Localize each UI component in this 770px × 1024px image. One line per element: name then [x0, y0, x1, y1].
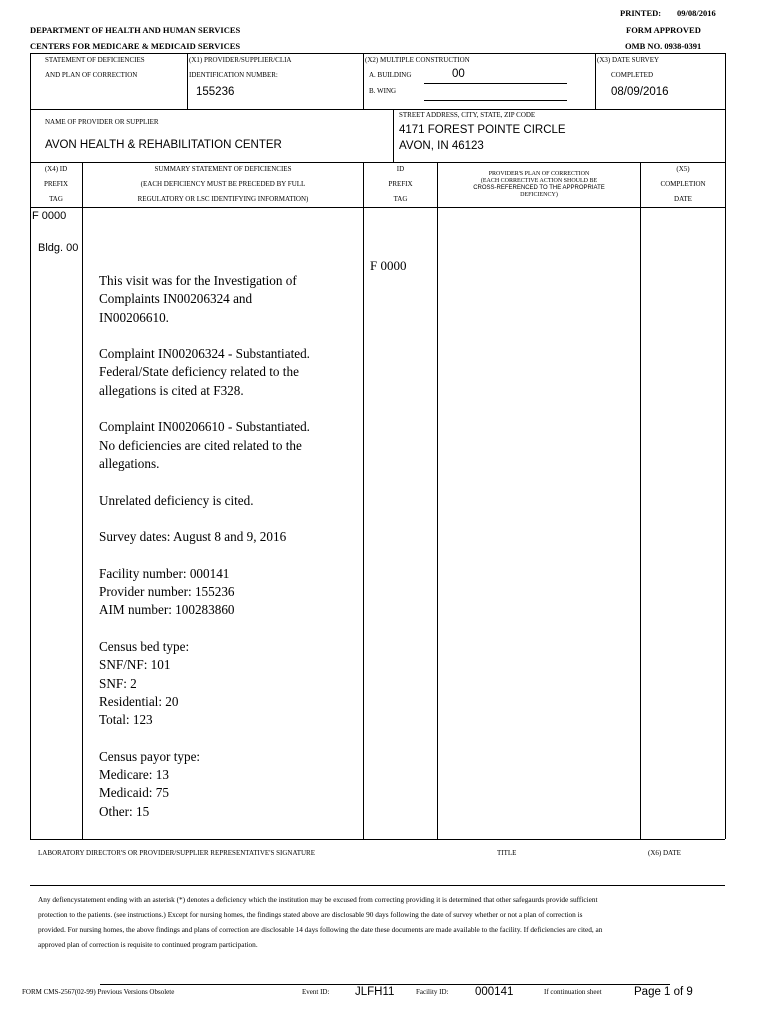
x2-label: (X2) MULTIPLE CONSTRUCTION [365, 56, 470, 64]
x1-label-2: IDENTIFICATION NUMBER: [189, 71, 278, 79]
plan-header-4: DEFICIENCY) [520, 192, 558, 198]
address-line-1: 4171 FOREST POINTE CIRCLE [399, 124, 566, 136]
omb-number: OMB NO. 0938-0391 [625, 41, 702, 51]
address-line-2: AVON, IN 46123 [399, 140, 484, 152]
summary-header-1: SUMMARY STATEMENT OF DEFICIENCIES [154, 165, 292, 173]
statement-label-2: AND PLAN OF CORRECTION [45, 71, 138, 79]
building-tag: Bldg. 00 [38, 242, 79, 254]
wing-label: B. WING [369, 87, 397, 95]
building-label: A. BUILDING [369, 71, 412, 79]
x4-header-1: (X4) ID [44, 165, 68, 173]
plan-header-1: PROVIDER'S PLAN OF CORRECTION [488, 171, 590, 177]
x4-header-3: TAG [49, 195, 63, 203]
continuation-label: If continuation sheet [544, 988, 602, 996]
department-title: DEPARTMENT OF HEALTH AND HUMAN SERVICES [30, 25, 241, 35]
summary-statement [99, 272, 361, 839]
building-value: 00 [452, 68, 465, 80]
statement-label-1: STATEMENT OF DEFICIENCIES [45, 56, 145, 64]
x5-header-2: COMPLETION [660, 180, 706, 188]
paragraph-complaint-2: Complaint IN00206610 - Substantiated. No deficiencies are cited related to the allegations. [99, 419, 310, 471]
facility-id-label: Facility ID: [416, 988, 449, 996]
x3-label-1: (X3) DATE SURVEY [597, 56, 660, 64]
plan-header-2: (EACH CORRECTIVE ACTION SHOULD BE [480, 178, 598, 184]
paragraph-investigation: This visit was for the Investigation of Complaints IN00206324 and IN00206610. [99, 273, 297, 325]
form-number: FORM CMS-2567(02-99) Previous Versions Obsolete [22, 988, 175, 996]
provider-name-label: NAME OF PROVIDER OR SUPPLIER [45, 118, 159, 126]
x5-header-1: (X5) [676, 165, 690, 173]
paragraph-census-bed: Census bed type: SNF/NF: 101 SNF: 2 Residential: 20 Total: 123 [99, 638, 190, 728]
disclosure-notice: Any defiencystatement ending with an asterisk (*) denotes a deficiency which the institution may be excused from correcting providing it is determined that other safegaurds provide sufficient protection to the patients. (see instructions.) Except for nursing homes, the findings stated above are disclosable 90 days following the date of survey whether or not a plan of correction is provided. For nursing homes, the above findings and plans of correction are disclosable 14 days following the date these documents are made available to the facility. If deficiencies are cited, an approved plan of correction is requisite to continued program participation. [38, 895, 603, 949]
printed-date: 09/08/2016 [677, 8, 716, 18]
printed-label: PRINTED: [620, 8, 662, 18]
page-number: Page 1 of 9 [634, 986, 693, 998]
date-label: (X6) DATE [648, 849, 681, 857]
event-id-label: Event ID: [302, 988, 330, 996]
summary-header-3: REGULATORY OR LSC IDENTIFYING INFORMATION) [137, 195, 309, 203]
title-label: TITLE [497, 849, 517, 857]
provider-name: AVON HEALTH & REHABILITATION CENTER [45, 139, 282, 151]
paragraph-numbers: Facility number: 000141 Provider number: 155236 AIM number: 100283860 [99, 565, 235, 618]
left-tag: F 0000 [32, 210, 67, 222]
address-label: STREET ADDRESS, CITY, STATE, ZIP CODE [399, 111, 536, 119]
paragraph-survey-dates: Survey dates: August 8 and 9, 2016 [99, 529, 287, 545]
paragraph-unrelated: Unrelated deficiency is cited. [99, 492, 254, 508]
paragraph-census-payor: Census payor type: Medicare: 13 Medicaid: 75 Other: 15 [99, 748, 201, 819]
form-approved: FORM APPROVED [626, 25, 701, 35]
survey-date-value: 08/09/2016 [611, 86, 669, 98]
centers-title: CENTERS FOR MEDICARE & MEDICAID SERVICES [30, 41, 241, 51]
id-header-3: TAG [393, 195, 408, 203]
id-header-1: ID [396, 165, 405, 173]
x3-label-2: COMPLETED [611, 71, 653, 79]
x1-label-1: (X1) PROVIDER/SUPPLIER/CLIA [189, 56, 292, 64]
facility-id-value: 000141 [475, 986, 514, 998]
id-header-2: PREFIX [388, 180, 413, 188]
summary-header-2: (EACH DEFICIENCY MUST BE PRECEDED BY FULL [140, 180, 306, 188]
event-id-value: JLFH11 [355, 986, 395, 998]
x5-header-3: DATE [674, 195, 692, 203]
plan-header-3: CROSS-REFERENCED TO THE APPROPRIATE [473, 185, 605, 191]
paragraph-complaint-1: Complaint IN00206324 - Substantiated. Federal/State deficiency related to the allegations is cited at F328. [99, 346, 310, 398]
signature-label: LABORATORY DIRECTOR'S OR PROVIDER/SUPPLIER REPRESENTATIVE'S SIGNATURE [38, 849, 316, 857]
right-tag: F 0000 [370, 258, 407, 273]
x4-header-2: PREFIX [43, 180, 69, 188]
provider-id-value: 155236 [196, 86, 235, 98]
